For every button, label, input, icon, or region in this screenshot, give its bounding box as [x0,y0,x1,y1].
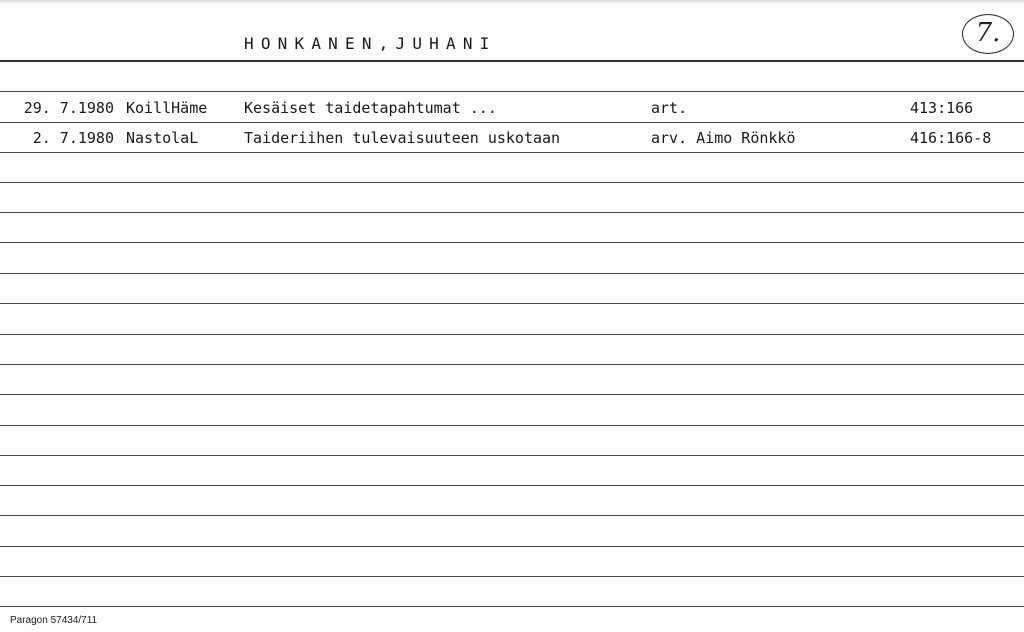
entry-title: Kesäiset taidetapahtumat ... [244,99,497,117]
entry-date: 29. 7.1980 [23,99,114,117]
entry-newspaper: KoillHäme [126,99,208,117]
ruled-line [0,273,1024,274]
ruled-line [0,364,1024,365]
card-entry [0,99,1024,123]
entry-type: arv. Aimo Rönkkö [651,129,796,147]
heading-rule [0,60,1024,62]
ruled-line [0,455,1024,456]
entry-type: art. [651,99,688,117]
ruled-line [0,242,1024,243]
card-entry [0,129,1024,153]
entry-reference: 416:166-8 [910,129,992,147]
entry-title: Taideriihen tulevaisuuteen uskotaan [244,129,561,147]
ruled-line [0,394,1024,395]
ruled-line [0,425,1024,426]
card-top-edge [0,0,1024,4]
ruled-line [0,515,1024,516]
entry-date: 2. 7.1980 [32,129,114,147]
ruled-line [0,334,1024,335]
ruled-line [0,485,1024,486]
card-number-circled: 7. [962,14,1014,54]
card-heading: HONKANEN,JUHANI [244,34,497,53]
ruled-line [0,212,1024,213]
ruled-line [0,303,1024,304]
ruled-line [0,91,1024,92]
entry-reference: 413:166 [910,99,974,117]
ruled-line [0,576,1024,577]
ruled-line [0,546,1024,547]
ruled-line [0,182,1024,183]
card-print-code: Paragon 57434/711 [10,615,98,626]
ruled-line [0,606,1024,607]
entry-newspaper: NastolaL [126,129,199,147]
